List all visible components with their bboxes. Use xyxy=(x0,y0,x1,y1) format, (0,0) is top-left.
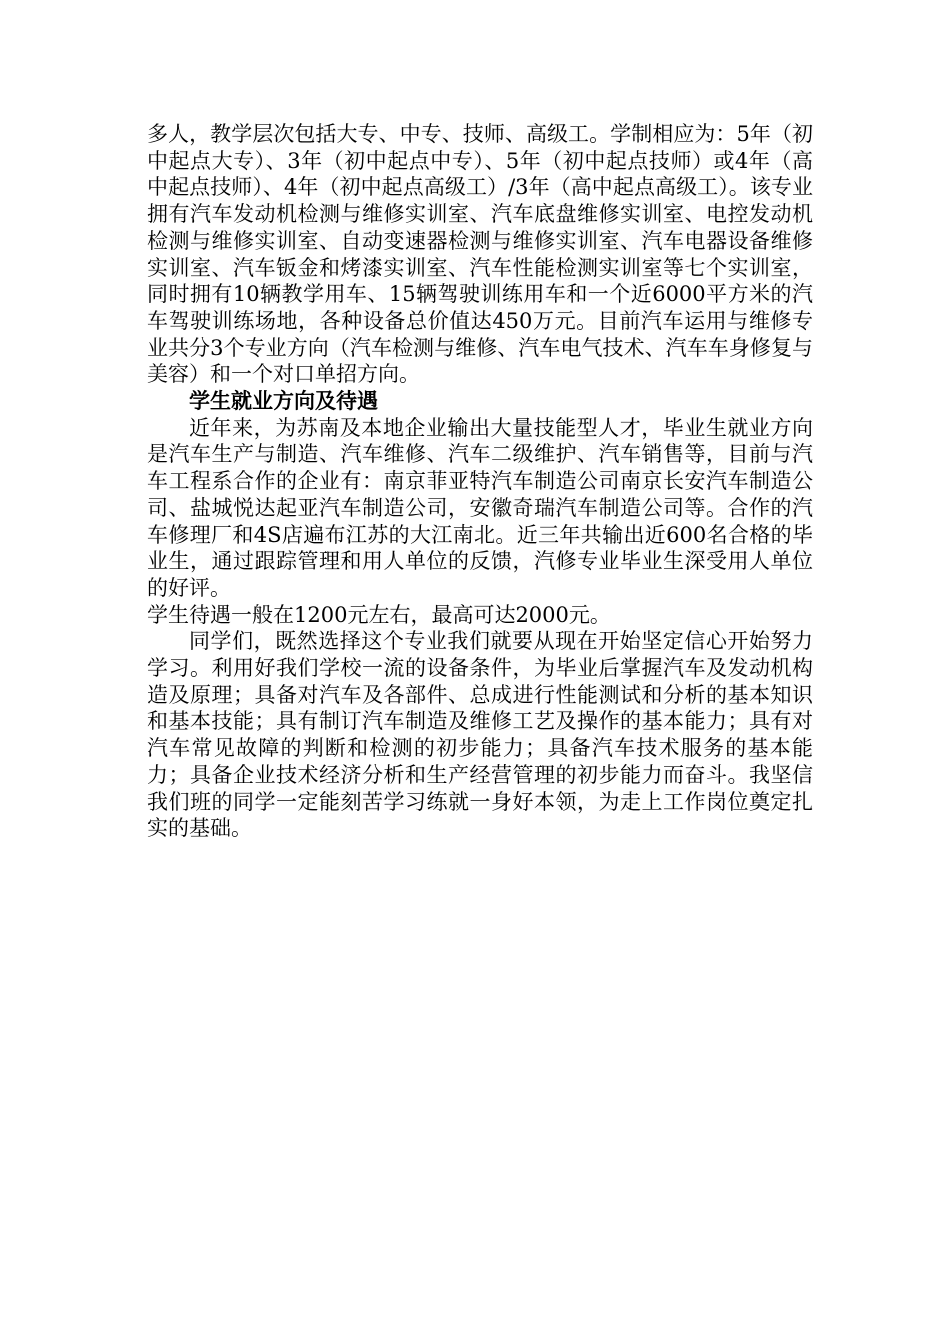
employment-section-heading: 学生就业方向及待遇 xyxy=(189,389,378,414)
salary-paragraph: 学生待遇一般在1200元左右，最高可达2000元。 xyxy=(147,602,611,627)
closing-paragraph: 同学们，既然选择这个专业我们就要从现在开始坚定信心开始努力学习。利用好我们学校一流的设备条件，为毕业后掌握汽车及发动机构造及原理；具备对汽车及各部件、总成进行性能测试和分析的基本知识和基本技能；具有制订汽车制造及维修工艺及操作的基本能力；具有对汽车常见故障的判断和检测的初步能力；具备汽车技术服务的基本能力；具备企业技术经济分析和生产经营管理的初步能力而奋斗。我坚信我们班的同学一定能刻苦学习练就一身好本领，为走上工作岗位奠定扎实的基础。 xyxy=(147,629,813,841)
employment-paragraph: 近年来，为苏南及本地企业输出大量技能型人才，毕业生就业方向是汽车生产与制造、汽车维修、汽车二级维护、汽车销售等，目前与汽车工程系合作的企业有：南京菲亚特汽车制造公司南京长安汽车制造公司、盐城悦达起亚汽车制造公司，安徽奇瑞汽车制造公司等。合作的汽车修理厂和4S店遍布江苏的大江南北。近三年共输出近600名合格的毕业生，通过跟踪管理和用人单位的反馈，汽修专业毕业生深受用人单位的好评。 xyxy=(147,415,813,600)
program-overview-paragraph: 多人，教学层次包括大专、中专、技师、高级工。学制相应为：5年（初中起点大专）、3年（初中起点中专）、5年（初中起点技师）或4年（高中起点技师）、4年（初中起点高级工）/3年（高中起点高级工）。该专业拥有汽车发动机检测与维修实训室、汽车底盘维修实训室、电控发动机检测与维修实训室、自动变速器检测与维修实训室、汽车电器设备维修实训室、汽车钣金和烤漆实训室、汽车性能检测实训室等七个实训室，同时拥有10辆教学用车、15辆驾驶训练用车和一个近6000平方米的汽车驾驶训练场地，各种设备总价值达450万元。目前汽车运用与维修专业共分3个专业方向（汽车检测与维修、汽车电气技术、汽车车身修复与美容）和一个对口单招方向。 xyxy=(147,122,813,387)
document-body xyxy=(147,121,813,842)
